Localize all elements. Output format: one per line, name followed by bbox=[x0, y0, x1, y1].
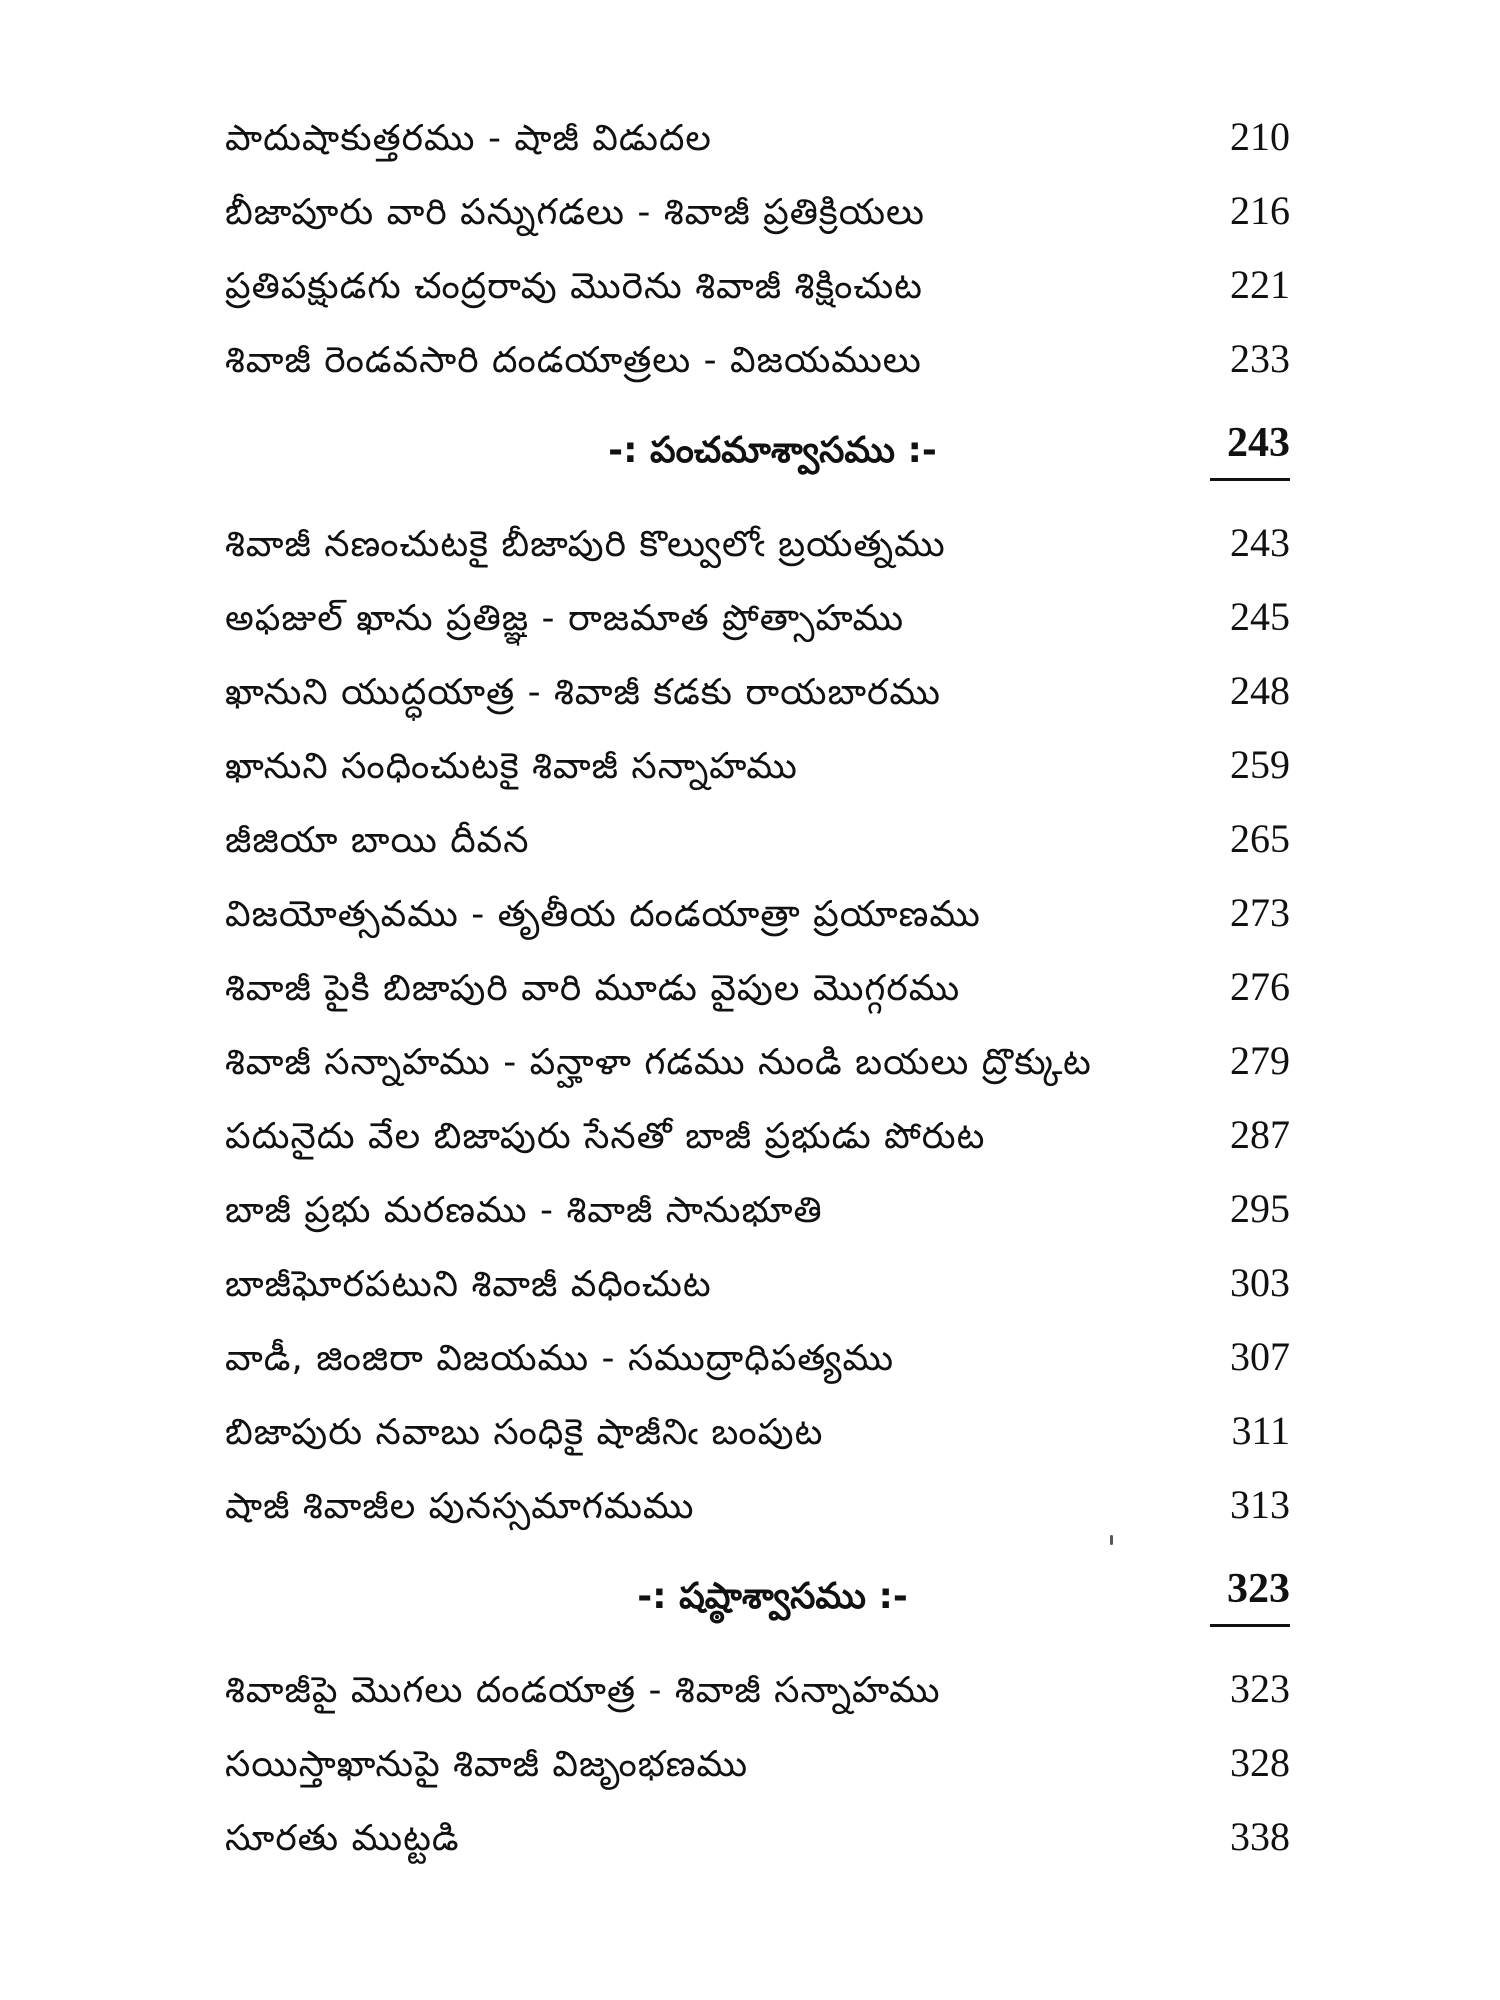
toc-entry bbox=[225, 1394, 1290, 1468]
toc-entry-page: 233 bbox=[1230, 336, 1290, 381]
toc-entry bbox=[225, 802, 1290, 876]
toc-entry bbox=[225, 1726, 1290, 1800]
toc-entry-title: విజయోత్సవము - తృతీయ దండయాత్రా ప్రయాణము bbox=[225, 894, 981, 935]
toc-entry-title: బీజాపూరు వారి పన్నుగడలు - శివాజీ ప్రతిక్రియలు bbox=[225, 192, 925, 233]
toc-entry-page: 307 bbox=[1230, 1334, 1290, 1379]
scan-speck bbox=[1110, 1535, 1113, 1545]
toc-entry-page: 243 bbox=[1230, 520, 1290, 565]
toc-entry-page: 287 bbox=[1230, 1112, 1290, 1157]
toc-entry-page: 265 bbox=[1230, 816, 1290, 861]
toc-entry-page: 248 bbox=[1230, 668, 1290, 713]
toc-entry-title: శివాజీ రెండవసారి దండయాత్రలు - విజయములు bbox=[225, 340, 922, 381]
toc-entry-title: శివాజీ సన్నాహము - పన్హాళా గడము నుండి బయలు ద్రొక్కుట bbox=[225, 1042, 1092, 1083]
toc-entry bbox=[225, 248, 1290, 322]
toc-entry-title: సయిస్తాఖానుపై శివాజీ విజృంభణము bbox=[225, 1744, 749, 1785]
toc-entry-title: బిజాపురు నవాబు సంధికై షాజీనిఁ బంపుట bbox=[225, 1412, 824, 1453]
section-page: 323 bbox=[1210, 1568, 1290, 1627]
toc-entry-page: 338 bbox=[1230, 1814, 1290, 1859]
toc-entry-title: ఖానుని యుద్ధయాత్ర - శివాజీ కడకు రాయబారము bbox=[225, 672, 941, 713]
toc-entry bbox=[225, 1320, 1290, 1394]
toc-entry-page: 276 bbox=[1230, 964, 1290, 1009]
toc-entry-page: 273 bbox=[1230, 890, 1290, 935]
toc-entry-page: 259 bbox=[1230, 742, 1290, 787]
section-title: -: షష్ఠాశ్వాసము :- bbox=[637, 1576, 908, 1617]
toc-entry-page: 221 bbox=[1230, 262, 1290, 307]
toc-entry-title: పాదుషాకుత్తరము - షాజీ విడుదల bbox=[225, 118, 712, 159]
toc-entry bbox=[225, 728, 1290, 802]
toc-entry-title: బాజీ ప్రభు మరణము - శివాజీ సానుభూతి bbox=[225, 1190, 823, 1231]
toc-entry-page: 313 bbox=[1230, 1482, 1290, 1527]
toc-entry bbox=[225, 174, 1290, 248]
toc-entry bbox=[225, 1098, 1290, 1172]
toc-entry-title: ఖానుని సంధించుటకై శివాజీ సన్నాహము bbox=[225, 746, 798, 787]
toc-entry-page: 245 bbox=[1230, 594, 1290, 639]
toc-entry-title: శివాజీ పైకి బిజాపురి వారి మూడు వైపుల మొగ్గరము bbox=[225, 968, 961, 1009]
toc-entry bbox=[225, 1172, 1290, 1246]
toc-entry-title: జీజియా బాయి దీవన bbox=[225, 820, 530, 861]
toc-entry-page: 279 bbox=[1230, 1038, 1290, 1083]
toc-entry bbox=[225, 580, 1290, 654]
section-page: 243 bbox=[1210, 422, 1290, 481]
toc-entry-page: 303 bbox=[1230, 1260, 1290, 1305]
toc-entry bbox=[225, 100, 1290, 174]
toc-entry-title: శివాజీ నణంచుటకై బీజాపురి కొల్వులోఁ బ్రయత్నము bbox=[225, 524, 946, 565]
toc-entry-title: షాజీ శివాజీల పునస్సమాగమము bbox=[225, 1486, 695, 1527]
toc-entry bbox=[225, 950, 1290, 1024]
toc-entry bbox=[225, 1652, 1290, 1726]
toc-entry-title: బాజీఘోరపటుని శివాజీ వధించుట bbox=[225, 1264, 712, 1305]
toc-entry-title: వాడీ, జింజిరా విజయము - సముద్రాధిపత్యము bbox=[225, 1338, 895, 1379]
toc-entry-title: పదునైదు వేల బిజాపురు సేనతో బాజీ ప్రభుడు పోరుట bbox=[225, 1116, 986, 1157]
toc-entry-page: 216 bbox=[1230, 188, 1290, 233]
toc-entry bbox=[225, 654, 1290, 728]
toc-entry bbox=[225, 1024, 1290, 1098]
toc-entry-title: శివాజీపై మొగలు దండయాత్ర - శివాజీ సన్నాహము bbox=[225, 1670, 941, 1711]
toc-entry-page: 323 bbox=[1230, 1666, 1290, 1711]
toc-entry-title: సూరతు ముట్టడి bbox=[225, 1818, 460, 1859]
toc-entry bbox=[225, 1468, 1290, 1542]
section-heading-5 bbox=[225, 396, 1290, 506]
toc-entry bbox=[225, 322, 1290, 396]
toc-entry bbox=[225, 506, 1290, 580]
toc-entry bbox=[225, 1800, 1290, 1874]
section-heading-6 bbox=[225, 1542, 1290, 1652]
toc-entry bbox=[225, 1246, 1290, 1320]
toc-entry-page: 210 bbox=[1230, 114, 1290, 159]
toc-entry-title: ప్రతిపక్షుడగు చంద్రరావు మొరెను శివాజీ శిక్షించుట bbox=[225, 266, 923, 307]
toc-entry-page: 311 bbox=[1231, 1408, 1290, 1453]
section-title: -: పంచమాశ్వాసము :- bbox=[608, 430, 937, 471]
toc-entry-page: 328 bbox=[1230, 1740, 1290, 1785]
toc-entry-title: అఫజుల్ ఖాను ప్రతిజ్ఞ - రాజమాత ప్రోత్సాహము bbox=[225, 598, 905, 639]
toc-entry-page: 295 bbox=[1230, 1186, 1290, 1231]
table-of-contents bbox=[225, 100, 1290, 1874]
toc-entry bbox=[225, 876, 1290, 950]
